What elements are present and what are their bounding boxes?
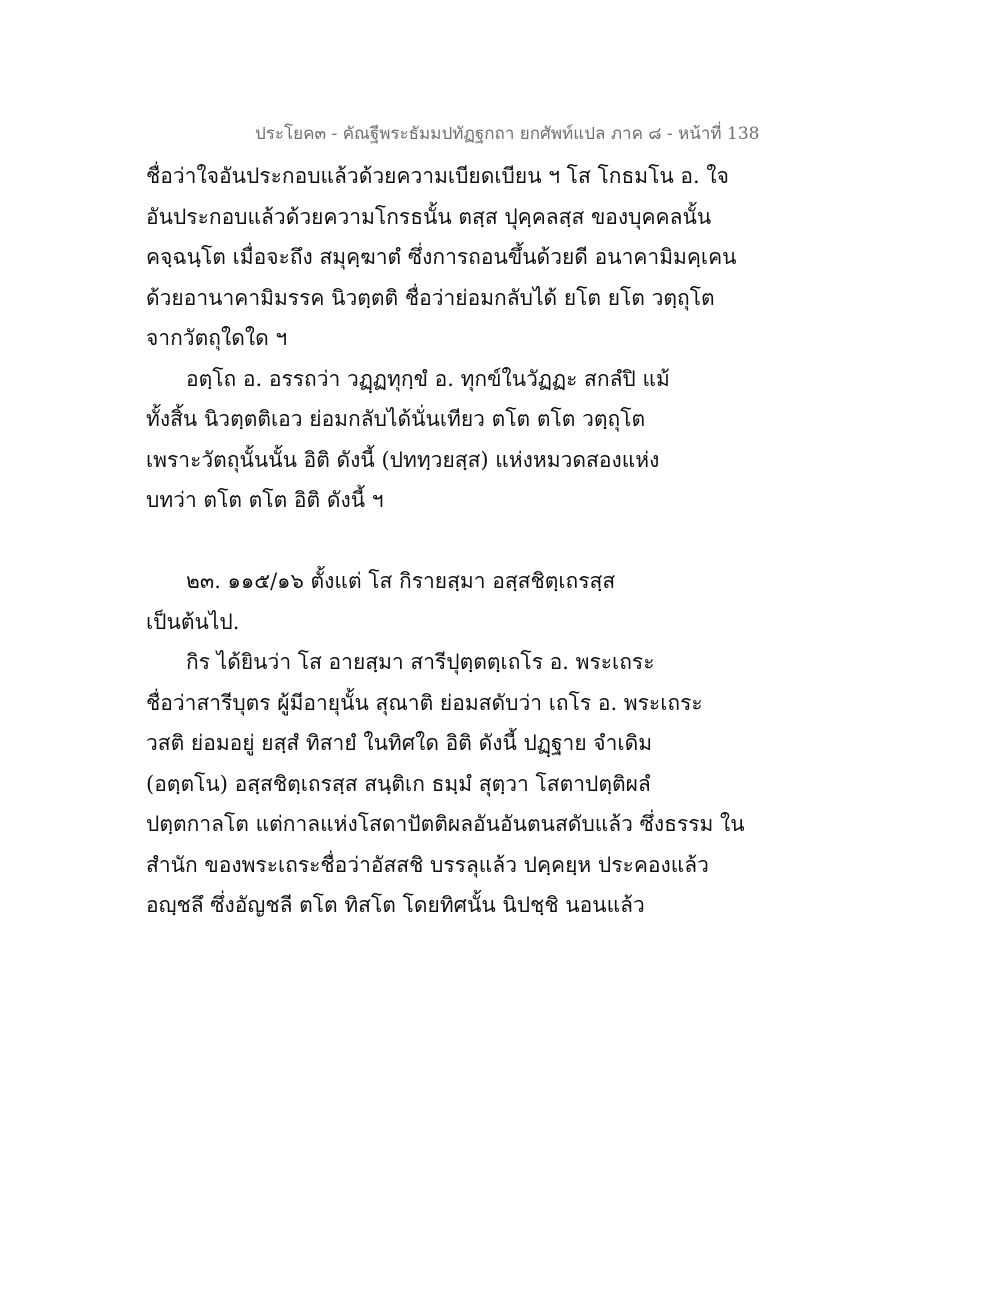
text-line: ชื่อว่าสารีบุตร ผู้มีอายุนั้น สุณาติ ย่อมสดับว่า เถโร อ. พระเถระ bbox=[146, 690, 703, 715]
paragraph-3 bbox=[146, 642, 745, 926]
body-text bbox=[146, 156, 745, 926]
text-line: ทั้งสิ้น นิวตฺตติเอว ย่อมกลับได้นั่นเทียว ตโต ตโต วตฺถุโต bbox=[146, 407, 646, 431]
text-line: เพราะวัตถุนั้นนั้น อิติ ดังนี้ (ปททฺวยสฺส) แห่งหมวดสองแห่ง bbox=[146, 447, 660, 472]
text-line: (อตฺตโน) อสฺสชิตฺเถรสฺส สนฺติเก ธมฺมํ สุตฺวา โสตาปตฺติผลํ bbox=[146, 771, 651, 796]
section-heading-line: เป็นต้นไป. bbox=[146, 609, 240, 634]
paragraph-2 bbox=[146, 359, 706, 521]
paragraph-spacer bbox=[146, 521, 706, 562]
text-line: จากวัตถุใดใด ฯ bbox=[146, 326, 288, 350]
text-line: ปตฺตกาลโต แต่กาลแห่งโสดาปัตติผลอันอันตนสดับแล้ว ซึ่งธรรม ใน bbox=[146, 812, 745, 836]
section-heading bbox=[146, 561, 706, 642]
text-line: บทว่า ตโต ตโต อิติ ดังนี้ ฯ bbox=[146, 488, 384, 512]
running-header: ประโยค๓ - คัณฐีพระธัมมปทัฏฐกถา ยกศัพท์แปล ภาค ๘ - หน้าที่ 138 bbox=[255, 124, 760, 144]
paragraph-1 bbox=[146, 156, 737, 359]
text-line: กิร ได้ยินว่า โส อายสฺมา สารีปุตฺตตฺเถโร อ. พระเถระ bbox=[186, 650, 655, 674]
text-line: สำนัก ของพระเถระชื่อว่าอัสสชิ บรรลุแล้ว ปคฺคยฺห ประคองแล้ว bbox=[146, 852, 709, 877]
text-line: ด้วยอานาคามิมรรค นิวตฺตติ ชื่อว่าย่อมกลับได้ ยโต ยโต วตฺถุโต bbox=[146, 285, 715, 310]
section-heading-line: ๒๓. ๑๑๕/๑๖ ตั้งแต่ โส กิรายสฺมา อสฺสชิตฺเถรสฺส bbox=[186, 569, 616, 593]
text-line: ชื่อว่าใจอันประกอบแล้วด้วยความเบียดเบียน ฯ โส โกธมโน อ. ใจ bbox=[146, 164, 729, 188]
text-line: วสติ ย่อมอยู่ ยสฺสํ ทิสายํ ในทิศใด อิติ ดังนี้ ปฏฺฐาย จำเดิม bbox=[146, 731, 653, 755]
text-line: อตฺโถ อ. อรรถว่า วฏฺฏทุกฺขํ อ. ทุกข์ในวัฏฏะ สกลํปิ แม้ bbox=[186, 366, 670, 391]
text-line: อันประกอบแล้วด้วยความโกรธนั้น ตสฺส ปุคฺคลสฺส ของบุคคลนั้น bbox=[146, 204, 712, 229]
text-line: อญฺชลึ ซึ่งอัญชลี ตโต ทิสโต โดยทิศนั้น นิปชฺชิ นอนแล้ว bbox=[146, 893, 645, 917]
text-line: คจฺฉนฺโต เมื่อจะถึง สมุคฺฆาตํ ซึ่งการถอนขึ้นด้วยดี อนาคามิมคฺเคน bbox=[146, 245, 737, 269]
